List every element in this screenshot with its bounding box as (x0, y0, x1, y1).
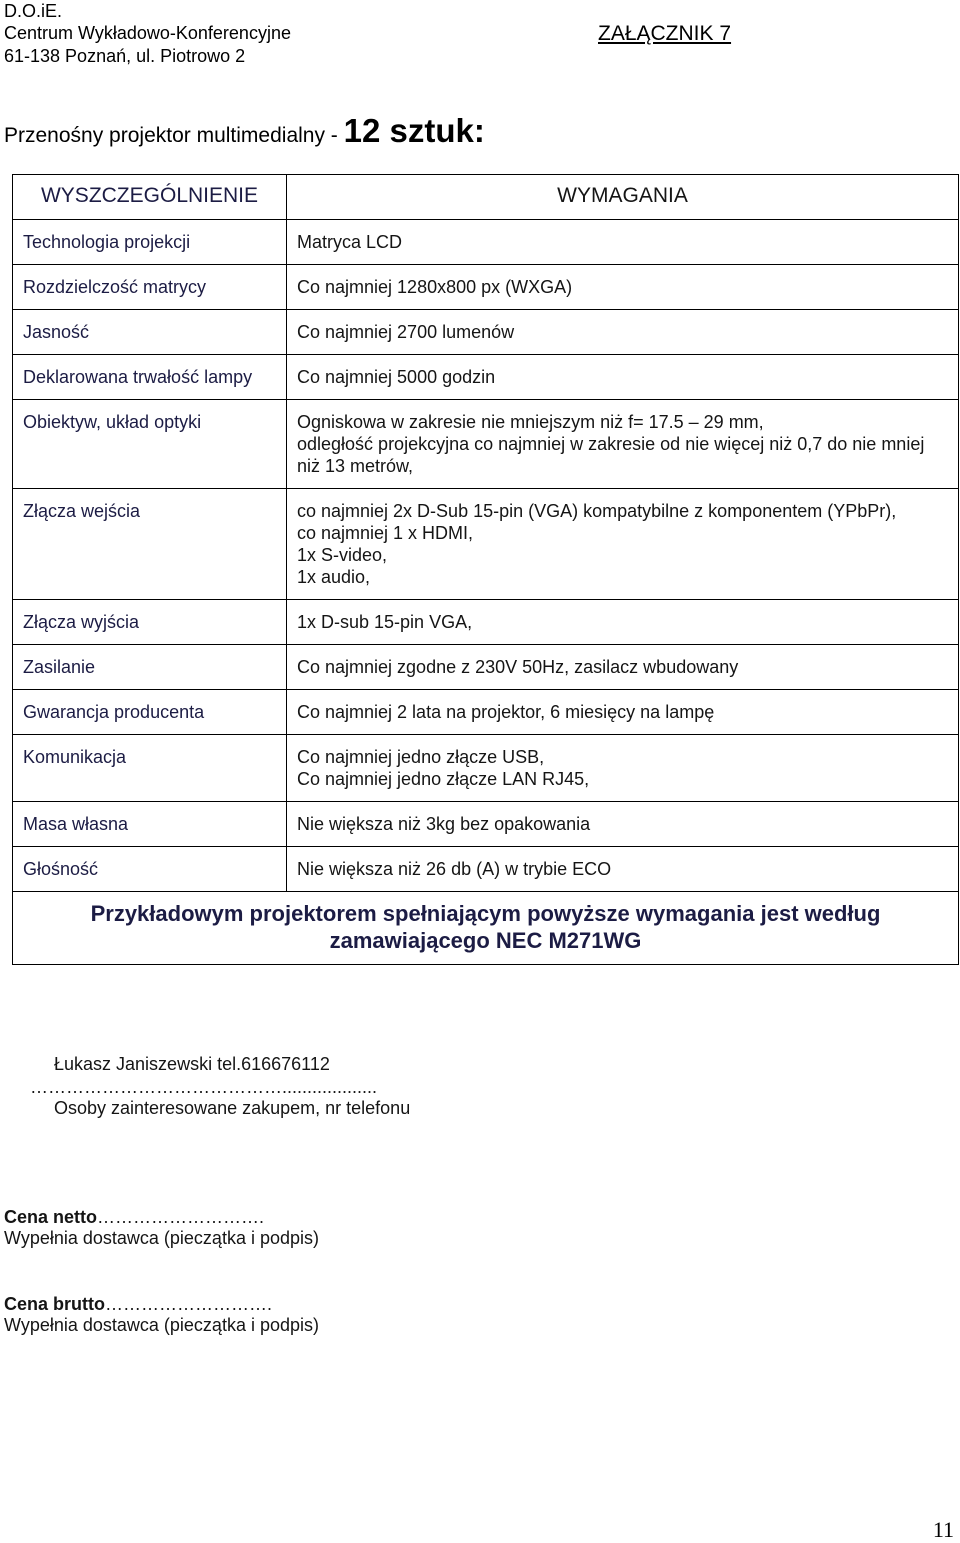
spec-value-line: Co najmniej zgodne z 230V 50Hz, zasilacz wbudowany (297, 657, 739, 677)
spec-value-line: Nie większa niż 26 db (A) w trybie ECO (297, 859, 612, 879)
table-row (13, 355, 959, 400)
spec-value (287, 310, 959, 355)
spec-value (287, 735, 959, 802)
gross-price-label: Cena brutto (4, 1294, 105, 1314)
spec-label: Rozdzielczość matrycy (13, 265, 287, 310)
spec-value (287, 690, 959, 735)
spec-value (287, 355, 959, 400)
spec-label: Złącza wyjścia (13, 600, 287, 645)
net-price-line (4, 1206, 264, 1228)
spec-value (287, 265, 959, 310)
spec-value (287, 489, 959, 600)
table-row (13, 690, 959, 735)
spec-value (287, 220, 959, 265)
example-projector-line: Przykładowym projektorem spełniającym powyższe wymagania jest według (90, 901, 881, 926)
table-footer-row (13, 892, 959, 965)
spec-value (287, 847, 959, 892)
table-row (13, 600, 959, 645)
spec-label: Złącza wejścia (13, 489, 287, 600)
spec-value-line: 1x D-sub 15-pin VGA, (297, 612, 473, 632)
table-row (13, 400, 959, 489)
spec-value (287, 600, 959, 645)
table-row (13, 310, 959, 355)
contact-dots: ……………………………………................... (30, 1077, 378, 1097)
spec-value-line: Co najmniej 2 lata na projektor, 6 miesięcy na lampę (297, 702, 715, 722)
spec-value-line: 1x audio, (297, 567, 371, 587)
spec-value-line: 1x S-video, (297, 545, 388, 565)
column-header-requirements: WYMAGANIA (287, 175, 959, 220)
spec-value-line: Co najmniej 5000 godzin (297, 367, 496, 387)
spec-value-line: Co najmniej jedno złącze USB, (297, 747, 545, 767)
spec-label: Głośność (13, 847, 287, 892)
table-row (13, 847, 959, 892)
spec-table (12, 174, 959, 965)
spec-label: Gwarancja producenta (13, 690, 287, 735)
address: 61-138 Poznań, ul. Piotrowo 2 (4, 46, 246, 66)
title-quantity: 12 sztuk: (343, 112, 485, 149)
net-price-label: Cena netto (4, 1207, 98, 1227)
gross-price-line (4, 1293, 272, 1315)
table-row (13, 265, 959, 310)
spec-value-line: Co najmniej 1280x800 px (WXGA) (297, 277, 573, 297)
contact-name-phone: Łukasz Janiszewski tel.616676112 (54, 1054, 330, 1074)
center-name: Centrum Wykładowo-Konferencyjne (4, 23, 291, 43)
spec-value-line: Matryca LCD (297, 232, 403, 252)
gross-price-caption: Wypełnia dostawca (pieczątka i podpis) (4, 1315, 319, 1335)
example-projector-note (13, 892, 959, 965)
page-number: 11 (932, 1517, 954, 1542)
spec-value (287, 645, 959, 690)
spec-value-line: odległość projekcyjna co najmniej w zakresie od nie więcej niż 0,7 do nie mniej niż 13 metrów, (297, 434, 925, 476)
spec-value (287, 802, 959, 847)
spec-label: Technologia projekcji (13, 220, 287, 265)
net-price-dots: ………………………. (97, 1207, 265, 1227)
spec-value-line: Co najmniej jedno złącze LAN RJ45, (297, 769, 590, 789)
table-row (13, 489, 959, 600)
spec-label: Deklarowana trwałość lampy (13, 355, 287, 400)
table-row (13, 735, 959, 802)
table-header-row (13, 175, 959, 220)
spec-value-line: Nie większa niż 3kg bez opakowania (297, 814, 591, 834)
contact-caption: Osoby zainteresowane zakupem, nr telefonu (54, 1098, 411, 1118)
spec-label: Masa własna (13, 802, 287, 847)
gross-price-dots: ………………………. (105, 1294, 273, 1314)
spec-value-line: co najmniej 1 x HDMI, (297, 523, 474, 543)
table-row (13, 802, 959, 847)
example-projector-line: zamawiającego NEC M271WG (329, 928, 642, 953)
table-row (13, 220, 959, 265)
spec-value (287, 400, 959, 489)
spec-label: Jasność (13, 310, 287, 355)
page-title (4, 112, 485, 150)
spec-value-line: co najmniej 2x D-Sub 15-pin (VGA) kompatybilne z komponentem (YPbPr), (297, 501, 897, 521)
net-price-caption: Wypełnia dostawca (pieczątka i podpis) (4, 1228, 319, 1248)
table-row (13, 645, 959, 690)
title-prefix: Przenośny projektor multimedialny - (4, 124, 344, 147)
org-name: D.O.iE. (4, 1, 63, 21)
column-header-specification: WYSZCZEGÓLNIENIE (13, 175, 287, 220)
spec-value-line: Co najmniej 2700 lumenów (297, 322, 515, 342)
spec-label: Zasilanie (13, 645, 287, 690)
annex-label: ZAŁĄCZNIK 7 (598, 22, 732, 45)
spec-label: Obiektyw, układ optyki (13, 400, 287, 489)
spec-label: Komunikacja (13, 735, 287, 802)
spec-value-line: Ogniskowa w zakresie nie mniejszym niż f= 17.5 – 29 mm, (297, 412, 764, 432)
